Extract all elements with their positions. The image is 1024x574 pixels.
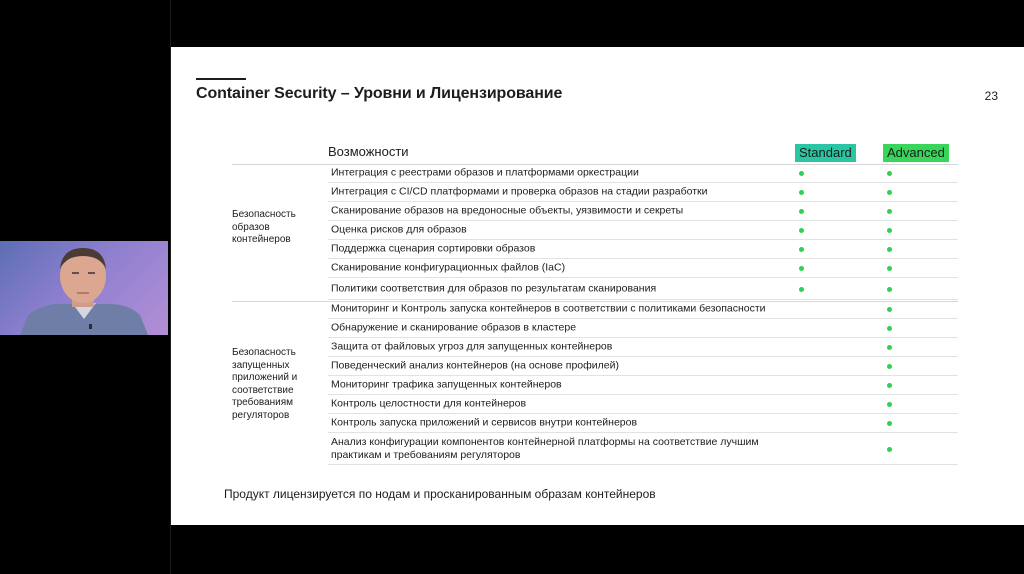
- feature-label: Сканирование конфигурационных файлов (IaC): [331, 261, 566, 274]
- green-dot-icon: [887, 209, 892, 214]
- presenter-video-frame: [0, 241, 168, 335]
- feature-label: Интеграция с CI/CD платформами и проверка образов на стадии разработки: [331, 185, 708, 198]
- green-dot-icon: [887, 266, 892, 271]
- green-dot-icon: [887, 326, 892, 331]
- green-dot-icon: [887, 190, 892, 195]
- feature-label: Контроль целостности для контейнеров: [331, 397, 527, 410]
- slide-title: Container Security – Уровни и Лицензирование: [196, 85, 563, 102]
- green-dot-icon: [887, 345, 892, 350]
- green-dot-icon: [887, 287, 892, 292]
- table-row: [328, 278, 958, 300]
- table-row: [328, 319, 958, 338]
- table-row: [328, 221, 958, 240]
- feature-label: Сканирование образов на вредоносные объекты, уязвимости и секреты: [331, 204, 684, 217]
- feature-table: [328, 164, 958, 465]
- table-row: [328, 183, 958, 202]
- green-dot-icon: [887, 447, 892, 452]
- green-dot-icon: [887, 364, 892, 369]
- feature-label: Контроль запуска приложений и сервисов внутри контейнеров: [331, 416, 638, 429]
- green-dot-icon: [799, 190, 804, 195]
- licensing-footnote: Продукт лицензируется по нодам и просканированным образам контейнеров: [224, 487, 656, 501]
- group-label-runtime-security: Безопасность запущенных приложений и соответствие требованиям регуляторов: [232, 347, 298, 421]
- green-dot-icon: [887, 402, 892, 407]
- feature-label: Мониторинг трафика запущенных контейнеров: [331, 378, 562, 391]
- presentation-slide: [171, 47, 1024, 525]
- feature-label: Интеграция с реестрами образов и платформами оркестрации: [331, 166, 639, 179]
- feature-label: Поведенческий анализ контейнеров (на основе профилей): [331, 359, 619, 372]
- presenter-webcam-thumbnail: [0, 241, 168, 335]
- table-row: [328, 433, 958, 465]
- tier-advanced-label: Advanced: [883, 144, 949, 162]
- green-dot-icon: [799, 228, 804, 233]
- table-header: [328, 145, 958, 164]
- table-row: [328, 338, 958, 357]
- green-dot-icon: [887, 307, 892, 312]
- green-dot-icon: [799, 287, 804, 292]
- table-row: [328, 259, 958, 278]
- feature-label: Поддержка сценария сортировки образов: [331, 242, 536, 255]
- green-dot-icon: [887, 383, 892, 388]
- green-dot-icon: [799, 209, 804, 214]
- green-dot-icon: [887, 228, 892, 233]
- feature-label: Мониторинг и Контроль запуска контейнеров в соответствии с политиками безопасности: [331, 302, 766, 315]
- features-column-header: Возможности: [328, 144, 409, 159]
- group-label-image-security: Безопасность образов контейнеров: [232, 209, 296, 245]
- feature-label: Обнаружение и сканирование образов в кластере: [331, 321, 577, 334]
- feature-label: Анализ конфигурации компонентов контейнерной платформы на соответствие лучшим практикам и требованиям регуляторов: [331, 435, 759, 461]
- green-dot-icon: [887, 247, 892, 252]
- table-row: [328, 164, 958, 183]
- feature-label: Защита от файловых угроз для запущенных контейнеров: [331, 340, 613, 353]
- table-row: [328, 202, 958, 221]
- green-dot-icon: [887, 171, 892, 176]
- table-row: [328, 395, 958, 414]
- table-row: [328, 240, 958, 259]
- feature-label: Политики соответствия для образов по результатам сканирования: [331, 282, 657, 294]
- green-dot-icon: [799, 171, 804, 176]
- green-dot-icon: [799, 247, 804, 252]
- feature-label: Оценка рисков для образов: [331, 223, 467, 236]
- tier-standard-label: Standard: [795, 144, 856, 162]
- table-row: [328, 414, 958, 433]
- table-row: [328, 357, 958, 376]
- green-dot-icon: [887, 421, 892, 426]
- title-accent-line: [196, 78, 246, 80]
- green-dot-icon: [799, 266, 804, 271]
- table-row: [328, 300, 958, 319]
- slide-page-number: 23: [984, 89, 998, 103]
- table-row: [328, 376, 958, 395]
